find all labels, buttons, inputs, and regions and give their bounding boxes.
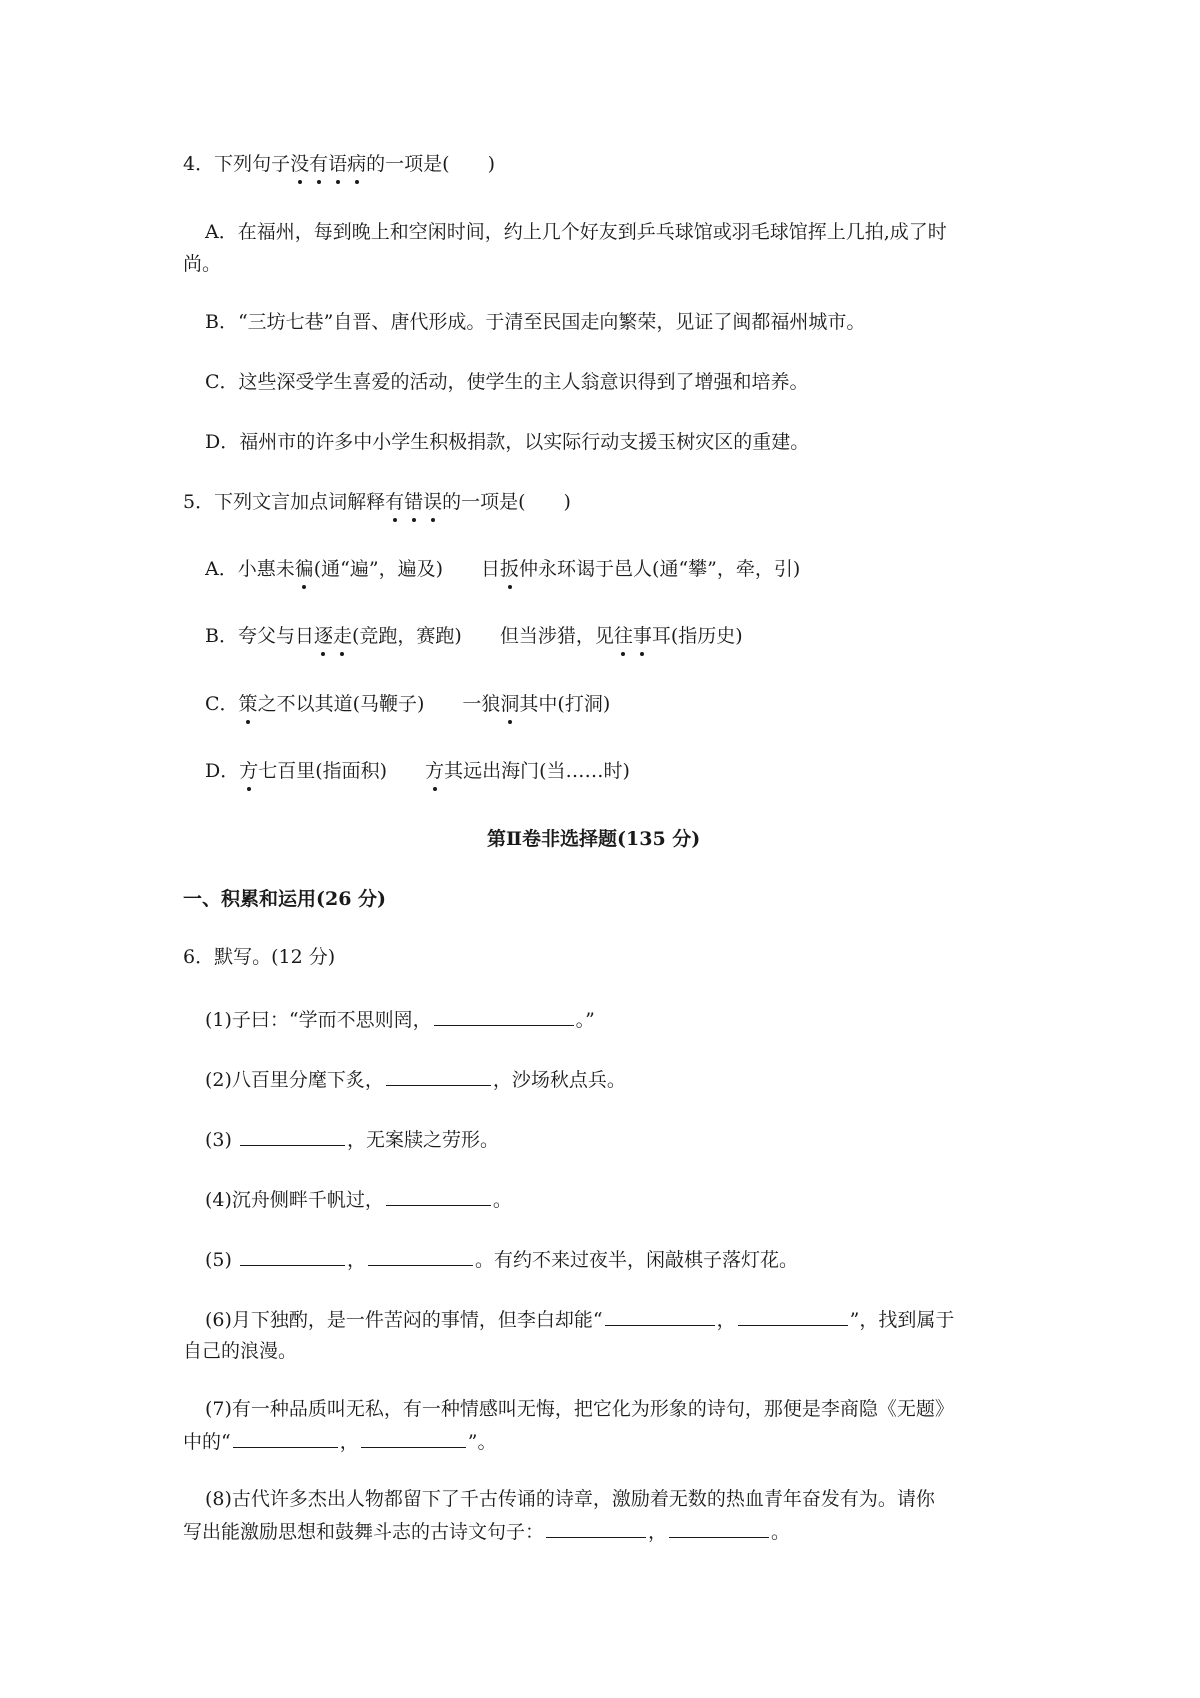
q6-item-4: (4)沉舟侧畔千帆过， 。 <box>205 1185 512 1214</box>
emphasis-char: 策 <box>239 690 258 718</box>
q6-stem: 6．默写。(12 分) <box>183 946 336 968</box>
q6-item-8-line1: (8)古代许多杰出人物都留下了千古传诵的诗章，激励着无数的热血青年奋发有为。请你 <box>205 1488 935 1510</box>
emphasis-char: 扳 <box>500 555 519 583</box>
q6-item-3: (3) ，无案牍之劳形。 <box>205 1125 499 1154</box>
emphasis-char: 病 <box>347 150 366 178</box>
q6-item-7-line1: (7)有一种品质叫无私，有一种情感叫无悔，把它化为形象的诗句，那便是李商隐《无题》 <box>205 1398 954 1420</box>
q6-item-2: (2)八百里分麾下炙， ，沙场秋点兵。 <box>205 1065 626 1094</box>
emphasis-char: 方 <box>239 757 258 785</box>
section-title: 第Ⅱ卷非选择题(135 分) <box>487 828 701 850</box>
answer-blank[interactable] <box>605 1305 715 1326</box>
emphasis-char: 有 <box>309 150 328 178</box>
q4-option-b: B．“三坊七巷”自晋、唐代形成。于清至民国走向繁荣，见证了闽都福州城市。 <box>205 311 866 333</box>
q4-option-c: C．这些深受学生喜爱的活动，使学生的主人翁意识得到了增强和培养。 <box>205 371 809 393</box>
answer-blank[interactable] <box>361 1427 466 1448</box>
emphasis-char: 没 <box>290 150 309 178</box>
answer-blank[interactable] <box>240 1245 345 1266</box>
q5-option-b: B．夸父与日逐走(竞跑，赛跑) 但当涉猎，见往事耳(指历史) <box>205 622 743 650</box>
q4-option-a-line2: 尚。 <box>183 253 222 275</box>
emphasis-char: 错 <box>404 488 423 516</box>
emphasis-char: 徧 <box>295 555 314 583</box>
answer-blank[interactable] <box>386 1065 491 1086</box>
emphasis-char: 误 <box>423 488 442 516</box>
emphasis-char: 方 <box>425 757 444 785</box>
answer-blank[interactable] <box>546 1517 646 1538</box>
part-one-title: 一、积累和运用(26 分) <box>183 888 387 910</box>
answer-blank[interactable] <box>434 1005 574 1026</box>
emphasis-char: 语 <box>328 150 347 178</box>
answer-blank[interactable] <box>233 1427 338 1448</box>
q4-option-a-line1: A．在福州，每到晚上和空闲时间，约上几个好友到乒乓球馆或羽毛球馆挥上几拍,成了时 <box>205 221 947 243</box>
answer-blank[interactable] <box>669 1517 769 1538</box>
emphasis-char: 往 <box>614 622 633 650</box>
q6-item-6-line1: (6)月下独酌，是一件苦闷的事情，但李白却能“ ， ”，找到属于 <box>205 1305 954 1334</box>
q6-item-1: (1)子曰：“学而不思则罔， 。” <box>205 1005 595 1034</box>
q5-option-a: A．小惠未徧(通“遍”，遍及) 日扳仲永环谒于邑人(通“攀”，牵，引) <box>205 555 800 583</box>
q6-item-5: (5) ， 。有约不来过夜半，闲敲棋子落灯花。 <box>205 1245 798 1274</box>
emphasis-char: 有 <box>385 488 404 516</box>
q5-option-d: D．方七百里(指面积) 方其远出海门(当……时) <box>205 757 630 785</box>
q5-stem: 5．下列文言加点词解释有错误的一项是( ) <box>183 488 571 516</box>
q4-option-d: D．福州市的许多中小学生积极捐款，以实际行动支援玉树灾区的重建。 <box>205 431 810 453</box>
answer-blank[interactable] <box>240 1125 345 1146</box>
q6-item-8-line2: 写出能激励思想和鼓舞斗志的古诗文句子： ， 。 <box>183 1517 790 1546</box>
q6-item-7-line2: 中的“ ， ”。 <box>183 1427 496 1456</box>
emphasis-char: 洞 <box>500 690 519 718</box>
answer-blank[interactable] <box>368 1245 473 1266</box>
q6-item-6-line2: 自己的浪漫。 <box>183 1340 298 1362</box>
answer-blank[interactable] <box>738 1305 848 1326</box>
emphasis-char: 逐 <box>314 622 333 650</box>
q5-option-c: C．策之不以其道(马鞭子) 一狼洞其中(打洞) <box>205 690 610 718</box>
q4-stem: 4．下列句子没有语病的一项是( ) <box>183 150 495 178</box>
emphasis-char: 事 <box>633 622 652 650</box>
emphasis-char: 走 <box>333 622 352 650</box>
answer-blank[interactable] <box>386 1185 491 1206</box>
